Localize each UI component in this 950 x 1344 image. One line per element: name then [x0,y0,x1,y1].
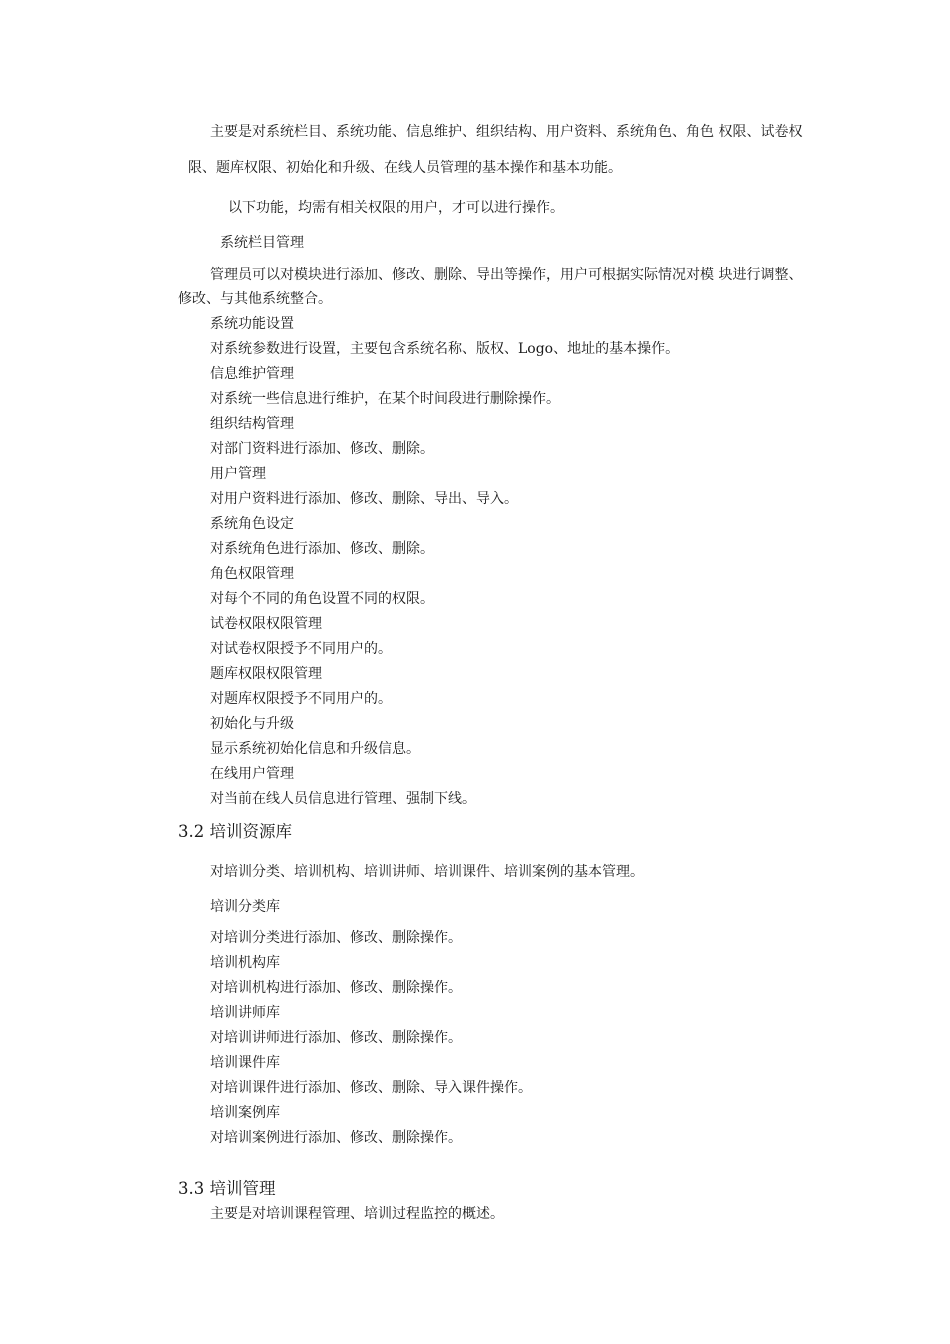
item-desc: 对培训案例进行添加、修改、删除操作。 [210,1130,462,1146]
item-title: 组织结构管理 [210,416,294,432]
system-column-desc-1: 管理员可以对模块进行添加、修改、删除、导出等操作，用户可根据实际情况对模 块进行调整、 [210,267,803,283]
permission-note: 以下功能，均需有相关权限的用户，才可以进行操作。 [228,200,564,216]
section-3-3-intro: 主要是对培训课程管理、培训过程监控的概述。 [210,1206,504,1222]
section-3-2-intro: 对培训分类、培训机构、培训讲师、培训课件、培训案例的基本管理。 [210,864,644,880]
item-desc: 对试卷权限授予不同用户的。 [210,641,392,657]
item-desc: 对部门资料进行添加、修改、删除。 [210,441,434,457]
item-title: 培训课件库 [210,1055,280,1071]
intro-line-1: 主要是对系统栏目、系统功能、信息维护、组织结构、用户资料、系统角色、角色 权限、试卷权 [210,124,803,140]
item-desc: 对培训课件进行添加、修改、删除、导入课件操作。 [210,1080,532,1096]
item-desc: 对每个不同的角色设置不同的权限。 [210,591,434,607]
item-title: 初始化与升级 [210,716,294,732]
item-desc: 对系统参数进行设置，主要包含系统名称、版权、Logo、地址的基本操作。 [210,341,680,357]
item-desc: 对培训讲师进行添加、修改、删除操作。 [210,1030,462,1046]
item-title: 培训讲师库 [210,1005,280,1021]
system-column-desc-2: 修改、与其他系统整合。 [178,291,332,307]
item-desc: 对系统角色进行添加、修改、删除。 [210,541,434,557]
item-title: 试卷权限权限管理 [210,616,322,632]
item-desc: 对系统一些信息进行维护，在某个时间段进行删除操作。 [210,391,560,407]
item-title: 培训案例库 [210,1105,280,1121]
intro-line-2: 限、题库权限、初始化和升级、在线人员管理的基本操作和基本功能。 [188,160,622,176]
item-title: 用户管理 [210,466,266,482]
item-title: 系统角色设定 [210,516,294,532]
section-3-3-heading: 3.3 培训管理 [178,1179,276,1198]
section-3-2-heading: 3.2 培训资源库 [178,822,292,841]
item-desc: 对培训分类进行添加、修改、删除操作。 [210,930,462,946]
item-title: 培训机构库 [210,955,280,971]
item-desc: 对培训机构进行添加、修改、删除操作。 [210,980,462,996]
system-column-title: 系统栏目管理 [220,235,304,251]
item-title: 培训分类库 [210,899,280,915]
item-desc: 对用户资料进行添加、修改、删除、导出、导入。 [210,491,518,507]
item-desc: 对当前在线人员信息进行管理、强制下线。 [210,791,476,807]
item-desc: 对题库权限授予不同用户的。 [210,691,392,707]
item-title: 系统功能设置 [210,316,294,332]
item-title: 题库权限权限管理 [210,666,322,682]
item-title: 角色权限管理 [210,566,294,582]
item-desc: 显示系统初始化信息和升级信息。 [210,741,420,757]
item-title: 在线用户管理 [210,766,294,782]
item-title: 信息维护管理 [210,366,294,382]
